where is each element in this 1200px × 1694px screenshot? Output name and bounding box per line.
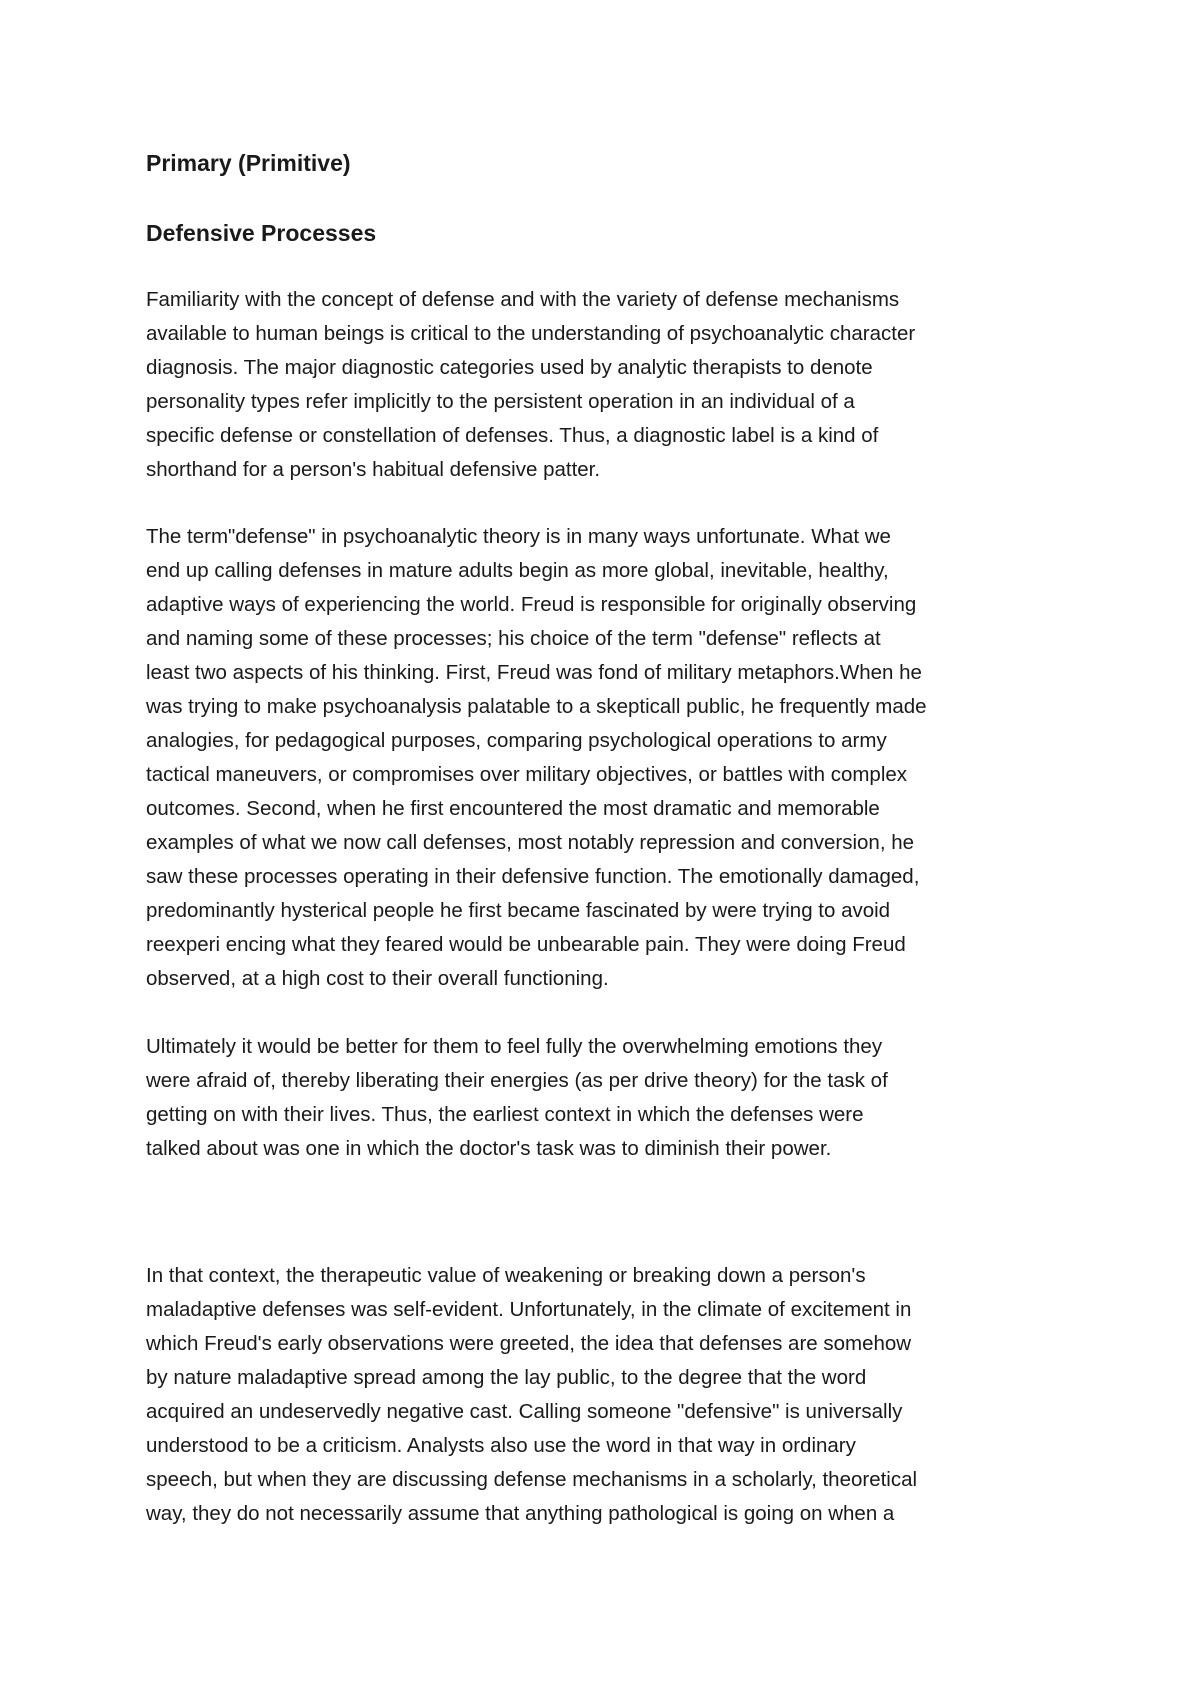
document-title: Primary (Primitive): [146, 150, 351, 176]
paragraph-line: reexperi encing what they feared would be unbearable pain. They were doing Freud: [146, 933, 906, 956]
paragraph-3: [146, 1030, 1076, 1166]
paragraph-line: maladaptive defenses was self-evident. Unfortunately, in the climate of excitement in: [146, 1298, 912, 1321]
paragraph-2: [146, 520, 1076, 996]
paragraph-line: observed, at a high cost to their overall functioning.: [146, 967, 609, 990]
paragraph-line: by nature maladaptive spread among the lay public, to the degree that the word: [146, 1366, 867, 1389]
paragraph-line: least two aspects of his thinking. First, Freud was fond of military metaphors.When he: [146, 661, 922, 684]
paragraph-line: specific defense or constellation of defenses. Thus, a diagnostic label is a kind of: [146, 424, 879, 447]
paragraph-line: predominantly hysterical people he first became fascinated by were trying to avoid: [146, 899, 891, 922]
paragraph-line: way, they do not necessarily assume that anything pathological is going on when a: [146, 1502, 895, 1525]
paragraph-line: getting on with their lives. Thus, the earliest context in which the defenses were: [146, 1103, 864, 1126]
paragraph-line: outcomes. Second, when he first encountered the most dramatic and memorable: [146, 797, 880, 820]
paragraph-line: which Freud's early observations were greeted, the idea that defenses are somehow: [146, 1332, 912, 1355]
paragraph-line: In that context, the therapeutic value of weakening or breaking down a person's: [146, 1264, 866, 1287]
document-subtitle: Defensive Processes: [146, 220, 377, 246]
paragraph-line: available to human beings is critical to the understanding of psychoanalytic character: [146, 322, 916, 345]
paragraph-line: examples of what we now call defenses, most notably repression and conversion, he: [146, 831, 915, 854]
paragraph-line: was trying to make psychoanalysis palatable to a skepticall public, he frequently made: [146, 695, 927, 718]
paragraph-line: and naming some of these processes; his choice of the term "defense" reflects at: [146, 627, 881, 650]
paragraph-line: shorthand for a person's habitual defensive patter.: [146, 458, 601, 481]
paragraph-line: talked about was one in which the doctor's task was to diminish their power.: [146, 1137, 832, 1160]
paragraph-line: understood to be a criticism. Analysts also use the word in that way in ordinary: [146, 1434, 856, 1457]
paragraph-line: personality types refer implicitly to the persistent operation in an individual of a: [146, 390, 855, 413]
paragraph-line: The term"defense" in psychoanalytic theory is in many ways unfortunate. What we: [146, 525, 891, 548]
paragraph-line: saw these processes operating in their defensive function. The emotionally damaged,: [146, 865, 920, 888]
paragraph-4: [146, 1259, 1076, 1531]
paragraph-line: end up calling defenses in mature adults begin as more global, inevitable, healthy,: [146, 559, 889, 582]
paragraph-line: diagnosis. The major diagnostic categories used by analytic therapists to denote: [146, 356, 873, 379]
paragraph-line: tactical maneuvers, or compromises over military objectives, or battles with complex: [146, 763, 908, 786]
paragraph-line: speech, but when they are discussing defense mechanisms in a scholarly, theoretical: [146, 1468, 918, 1491]
paragraph-1: [146, 283, 1076, 487]
paragraph-line: adaptive ways of experiencing the world. Freud is responsible for originally observing: [146, 593, 917, 616]
paragraph-line: analogies, for pedagogical purposes, comparing psychological operations to army: [146, 729, 887, 752]
paragraph-line: were afraid of, thereby liberating their energies (as per drive theory) for the task of: [146, 1069, 888, 1092]
paragraph-line: Familiarity with the concept of defense and with the variety of defense mechanisms: [146, 288, 900, 311]
paragraph-line: acquired an undeservedly negative cast. Calling someone "defensive" is universally: [146, 1400, 903, 1423]
paragraph-line: Ultimately it would be better for them to feel fully the overwhelming emotions they: [146, 1035, 883, 1058]
